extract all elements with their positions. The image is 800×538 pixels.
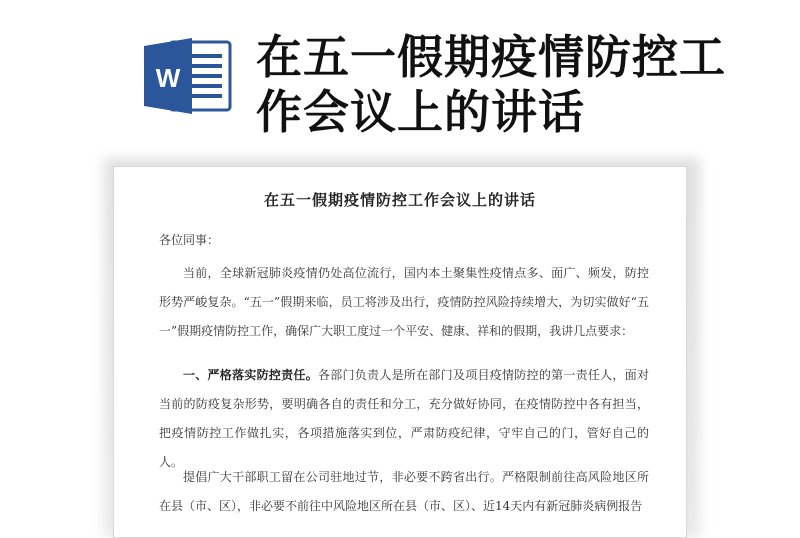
document-page xyxy=(113,166,687,538)
paragraph-3: 提倡广大干部职工留在公司驻地过节，非必要不跨省出行。严格限制前往高风险地区所在县（市、区），非必要不前往中风险地区所在县（市、区）、近14天内有新冠肺炎病例报告 xyxy=(159,470,649,513)
paragraph-1: 当前，全球新冠肺炎疫情仍处高位流行，国内本土聚集性疫情点多、面广、频发，防控形势严峻复杂。“五一”假期来临，员工将涉及出行，疫情防控风险持续增大，为切实做好“五一”假期疫情防控工作，确保广大职工度过一个平安、健康、祥和的假期，我讲几点要求： xyxy=(159,266,649,338)
paragraph-2-body: 各部门负责人是所在部门及项目疫情防控的第一责任人，面对当前的防疫复杂形势，要明确各自的责任和分工，充分做好协同，在疫情防控中各有担当，把疫情防控工作做扎实，各项措施落实到位，严肃防疫纪律，守牢自己的门，管好自己的人。 xyxy=(159,368,649,469)
paragraph-2-lead: 一、严格落实防控责任。 xyxy=(183,368,318,382)
salutation: 各位同事： xyxy=(159,233,220,247)
word-document-icon xyxy=(142,36,234,116)
document-heading: 在五一假期疫情防控工作会议上的讲话 xyxy=(263,191,536,209)
paragraph-2 xyxy=(159,361,649,477)
logo-letter: W xyxy=(155,63,181,93)
banner-title: 在五一假期疫情防控工作会议上的讲话 xyxy=(256,30,726,139)
